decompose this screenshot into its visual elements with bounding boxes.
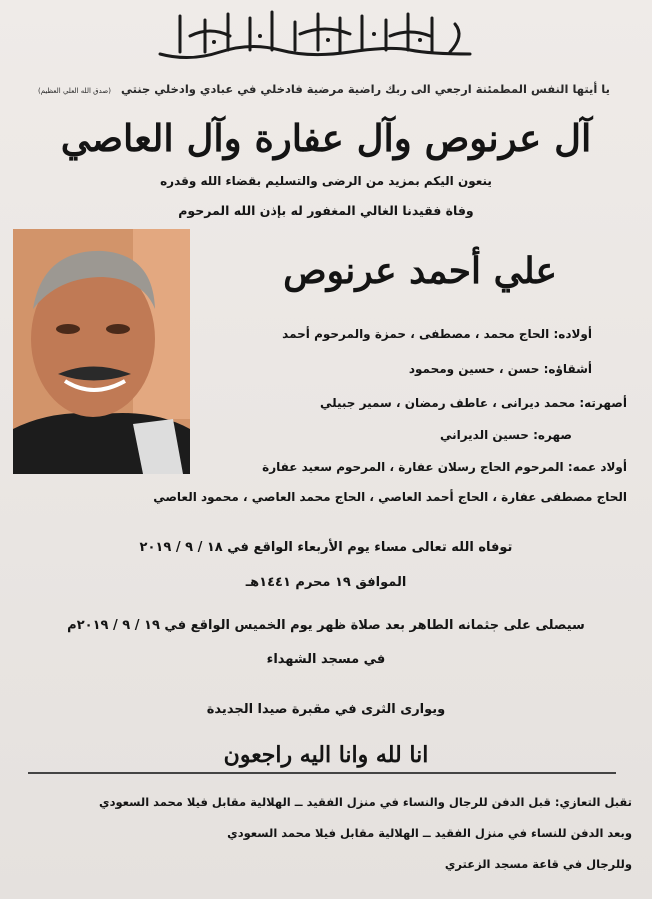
deceased-name: علي أحمد عرنوص: [283, 250, 557, 292]
mosque-name: في مسجد الشهداء: [266, 652, 386, 667]
calligraphy-icon: [150, 6, 480, 66]
son-in-law-line: صهره: حسين الديراني: [439, 428, 572, 442]
hijri-date: الموافق ١٩ محرم ١٤٤١هـ: [245, 575, 407, 590]
verse-reference: (صدق الله العلي العظيم): [38, 87, 111, 95]
burial-info: ويوارى الثرى في مقبرة صيدا الجديدة: [206, 702, 446, 717]
brothers-line: أشقاؤه: حسن ، حسين ومحمود: [408, 362, 592, 376]
death-date: توفاه الله تعالى مساء يوم الأربعاء الواقع في ١٨ / ٩ / ٢٠١٩: [139, 540, 513, 555]
verse-text: يا أيتها النفس المطمئنة ارجعي الى ربك راضية مرضية فادخلي في عبادي وادخلي جنتي: [120, 82, 610, 96]
calligraphy-header: [150, 6, 480, 66]
condolences-line-3: وللرجال في قاعة مسجد الزعتري: [444, 857, 632, 871]
divider: [28, 772, 616, 774]
children-line: أولاده: الحاج محمد ، مصطفى ، حمزة والمرحوم أحمد: [282, 327, 592, 341]
mourning-line-1: ينعون اليكم بمزيد من الرضى والتسليم بقضاء الله وقدره: [160, 174, 492, 188]
in-laws-line: أصهرته: محمد ديرانى ، عاطف رمضان ، سمير جبيلي: [319, 396, 627, 410]
prayer-info: سيصلى على جثمانه الطاهر بعد صلاة ظهر يوم الخميس الواقع في ١٩ / ٩ / ٢٠١٩م: [67, 618, 585, 633]
deceased-photo: [13, 229, 190, 474]
cousins-line-1: أولاد عمه: المرحوم الحاج رسلان عفارة ، المرحوم سعيد عفارة: [262, 460, 627, 474]
quran-verse: [14, 82, 634, 96]
final-verse: انا لله وانا اليه راجعون: [223, 742, 429, 768]
portrait-icon: [13, 229, 190, 474]
condolences-line-2: وبعد الدفن للنساء في منزل الفقيد ــ الهلالية مقابل فيلا محمد السعودي: [227, 826, 632, 840]
condolences-line-1: تقبل التعازي: قبل الدفن للرجال والنساء في منزل الفقيد ــ الهلالية مقابل فيلا محمد السعودي: [99, 795, 632, 809]
families-heading: آل عرنوص وآل عفارة وآل العاصي: [60, 116, 592, 160]
mourning-line-2: وفاة فقيدنا الغالي المغفور له بإذن الله المرحوم: [178, 203, 474, 218]
cousins-line-2: الحاج مصطفى عفارة ، الحاج أحمد العاصي ، الحاج محمد العاصي ، محمود العاصي: [153, 490, 627, 504]
